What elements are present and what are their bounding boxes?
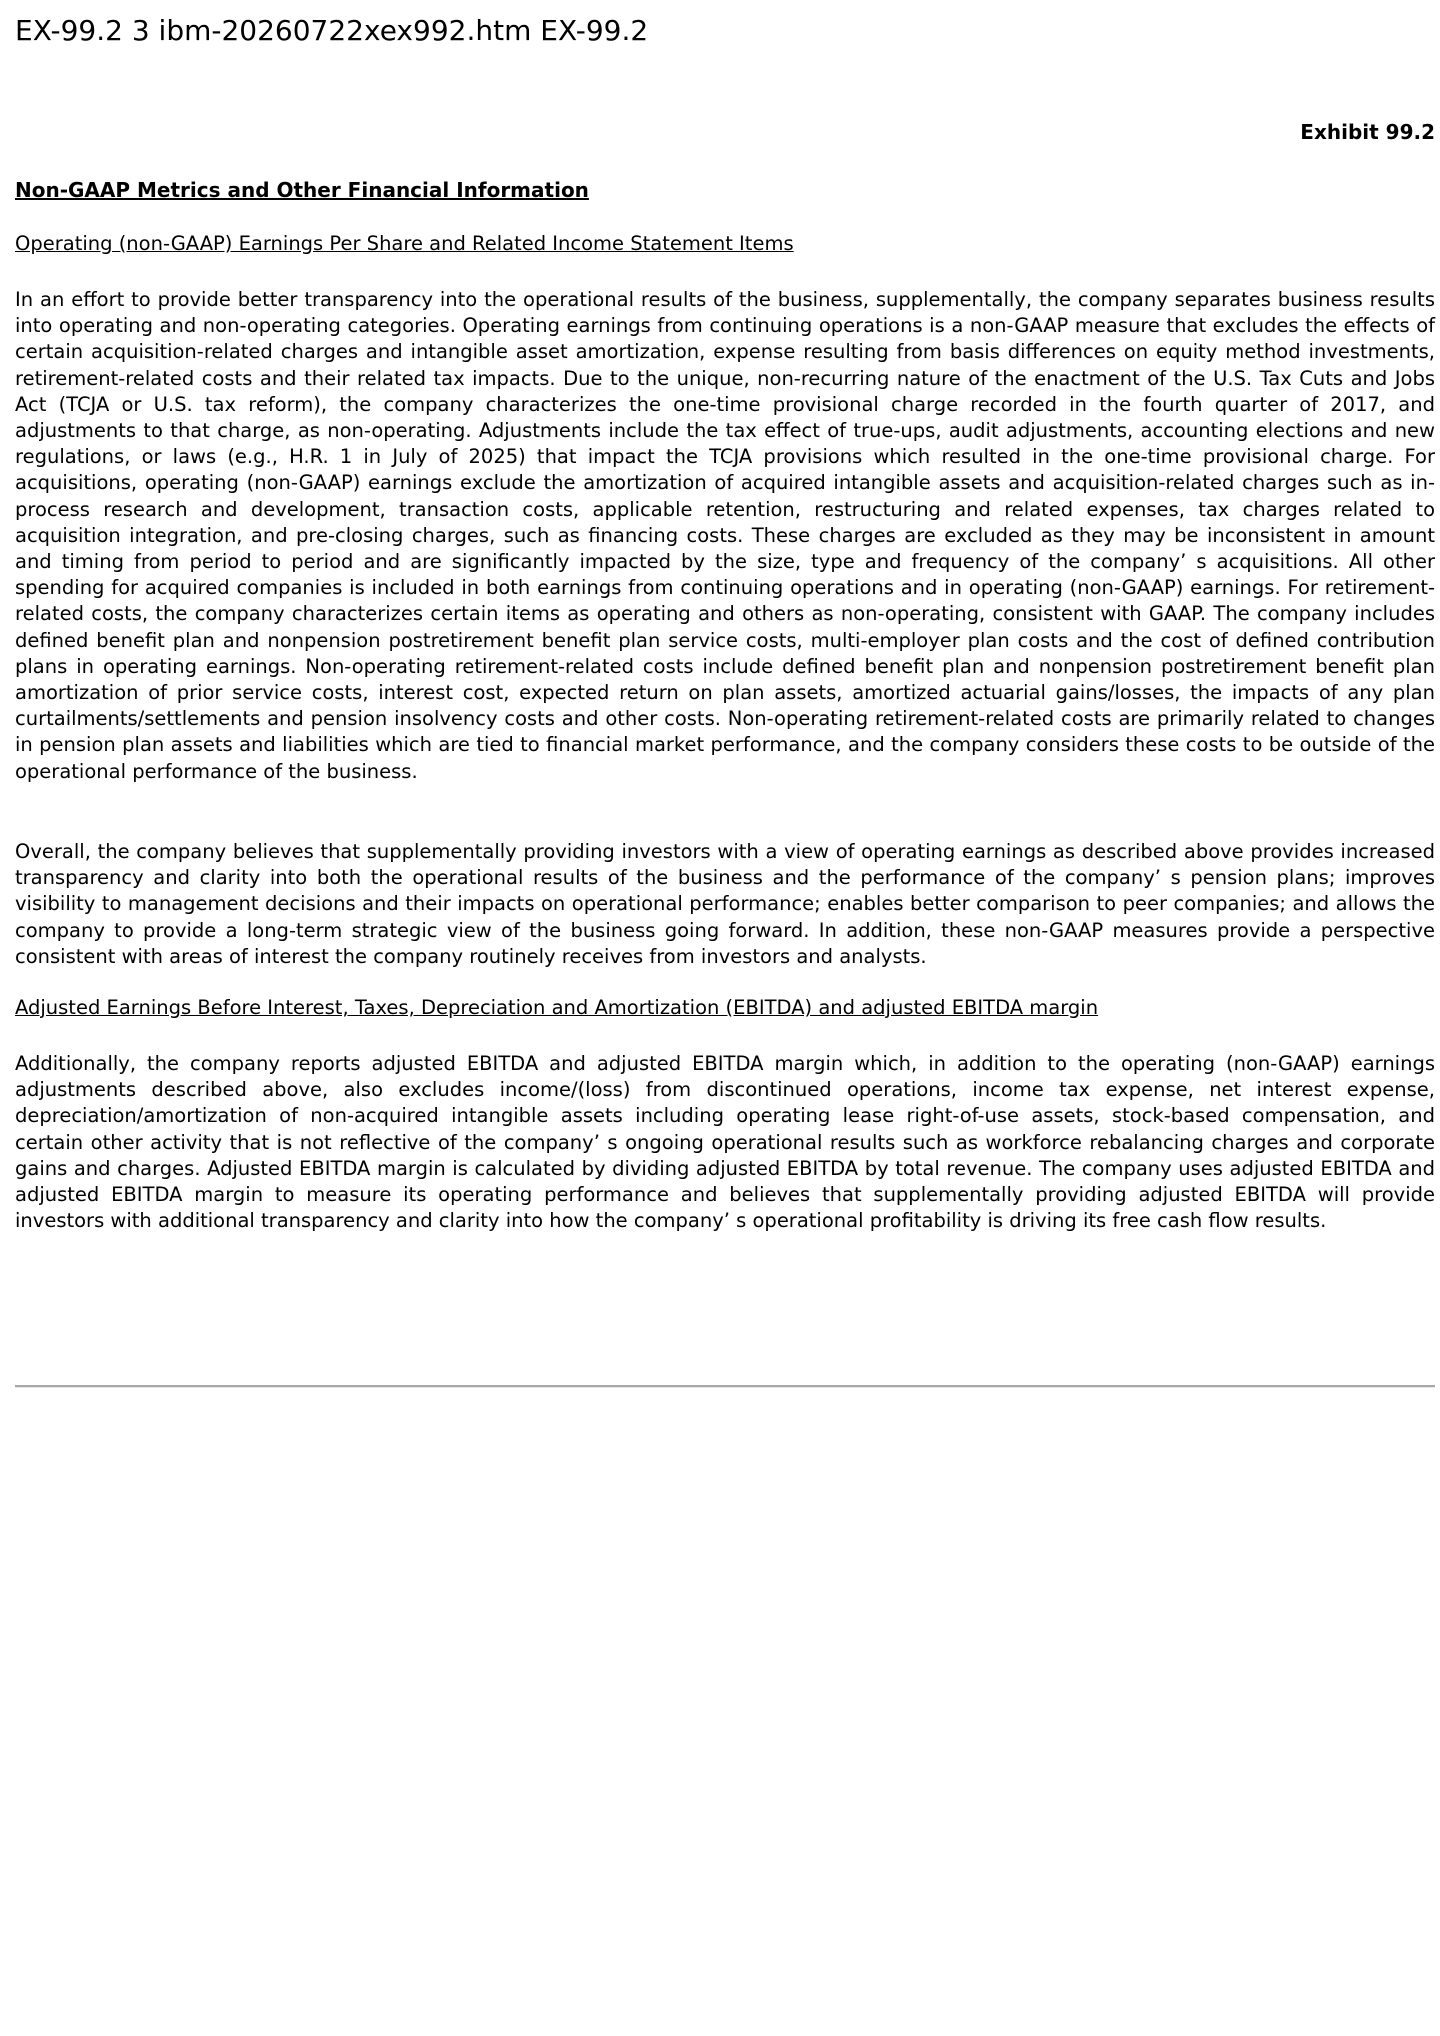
subheading-adjusted-ebitda: Adjusted Earnings Before Interest, Taxes, Depreciation and Amortization (EBITDA) and adjusted EBITDA margin [15,996,1099,1019]
exhibit-label: Exhibit 99.2 [1300,120,1435,144]
paragraph-adjusted-ebitda: Additionally, the company reports adjusted EBITDA and adjusted EBITDA margin which, in addition to the operating (non-GAAP) earnings adjustments described above, also excludes income/(loss) from discontinued operations, income tax expense, net interest expense, depreciation/amortization of non-acquired intangible assets including operating lease right-of-use assets, stock-based compensation, and certain other activity that is not reflective of the company’ s ongoing operational results such as workforce rebalancing charges and corporate gains and charges. Adjusted EBITDA margin is calculated by dividing adjusted EBITDA by total revenue. The company uses adjusted EBITDA and adjusted EBITDA margin to measure its operating performance and believes that supplementally providing adjusted EBITDA will provide investors with additional transparency and clarity into how the company’ s operational profitability is driving its free cash flow results. [15,1052,1435,1233]
subheading-operating-earnings: Operating (non-GAAP) Earnings Per Share and Related Income Statement Items [15,232,794,255]
paragraph-operating-earnings: In an effort to provide better transparency into the operational results of the business, supplementally, the company separates business results into operating and non-operating categories. Operating earnings from continuing operations is a non-GAAP measure that excludes the effects of certain acquisition-related charges and intangible asset amortization, expense resulting from basis differences on equity method investments, retirement-related costs and their related tax impacts. Due to the unique, non-recurring nature of the enactment of the U.S. Tax Cuts and Jobs Act (TCJA or U.S. tax reform), the company characterizes the one-time provisional charge recorded in the fourth quarter of 2017, and adjustments to that charge, as non-operating. Adjustments include the tax effect of true-ups, audit adjustments, accounting elections and new regulations, or laws (e.g., H.R. 1 in July of 2025) that impact the TCJA provisions which resulted in the one-time provisional charge. For acquisitions, operating (non-GAAP) earnings exclude the amortization of acquired intangible assets and acquisition-related charges such as in-process research and development, transaction costs, applicable retention, restructuring and related expenses, tax charges related to acquisition integration, and pre-closing charges, such as financing costs. These charges are excluded as they may be inconsistent in amount and timing from period to period and are significantly impacted by the size, type and frequency of the company’ s acquisitions. All other spending for acquired companies is included in both earnings from continuing operations and in operating (non-GAAP) earnings. For retirement-related costs, the company characterizes certain items as operating and others as non-operating, consistent with GAAP. The company includes defined benefit plan and nonpension postretirement benefit plan service costs, multi-employer plan costs and the cost of defined contribution plans in operating earnings. Non-operating retirement-related costs include defined benefit plan and nonpension postretirement benefit plan amortization of prior service costs, interest cost, expected return on plan assets, amortized actuarial gains/losses, the impacts of any plan curtailments/settlements and pension insolvency costs and other costs. Non-operating retirement-related costs are primarily related to changes in pension plan assets and liabilities which are tied to financial market performance, and the company considers these costs to be outside of the operational performance of the business. [15,288,1435,783]
paragraph-overall: Overall, the company believes that supplementally providing investors with a view of operating earnings as described above provides increased transparency and clarity into both the operational results of the business and the performance of the company’ s pension plans; improves visibility to management decisions and their impacts on operational performance; enables better comparison to peer companies; and allows the company to provide a long-term strategic view of the business going forward. In addition, these non-GAAP measures provide a perspective consistent with areas of interest the company routinely receives from investors and analysts. [15,840,1435,968]
section-title: Non-GAAP Metrics and Other Financial Information [15,178,589,202]
document-header: EX-99.2 3 ibm-20260722xex992.htm EX-99.2 [15,14,649,47]
page-divider [15,1385,1435,1388]
